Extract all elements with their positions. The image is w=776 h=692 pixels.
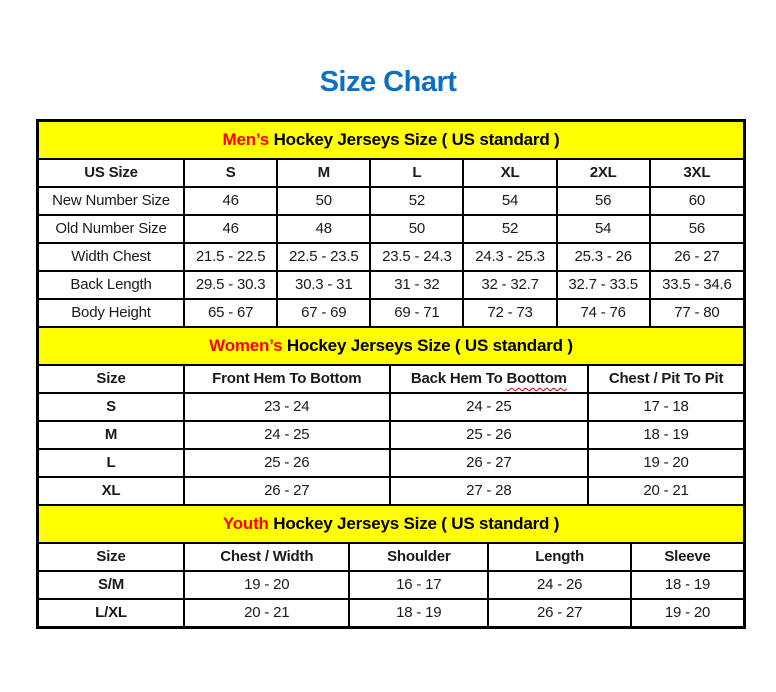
mens-cell: 54 <box>463 187 556 215</box>
table-row <box>39 243 743 271</box>
womens-cell: 19 - 20 <box>588 449 743 477</box>
mens-cell: 29.5 - 30.3 <box>184 271 277 299</box>
womens-cell: 27 - 28 <box>390 477 589 504</box>
mens-col-header: M <box>277 160 370 187</box>
youth-size-table <box>39 544 743 626</box>
youth-cell: 26 - 27 <box>488 599 631 626</box>
womens-section-title: Hockey Jerseys Size ( US standard ) <box>282 336 573 355</box>
womens-cell: 26 - 27 <box>184 477 390 504</box>
mens-cell: 54 <box>557 215 650 243</box>
mens-cell: 24.3 - 25.3 <box>463 243 556 271</box>
mens-section-highlight: Men’s <box>222 130 270 149</box>
youth-col-header: Chest / Width <box>184 544 349 571</box>
womens-cell: 23 - 24 <box>184 393 390 421</box>
back-hem-prefix: Back Hem To <box>410 370 507 387</box>
mens-col-header: XL <box>463 160 556 187</box>
mens-col-header: 2XL <box>557 160 650 187</box>
table-row <box>39 477 743 504</box>
womens-col-header: Size <box>39 366 184 393</box>
youth-col-header: Size <box>39 544 184 571</box>
table-row <box>39 299 743 326</box>
mens-header-row <box>39 160 743 187</box>
table-row <box>39 271 743 299</box>
womens-row-label: XL <box>39 477 184 504</box>
youth-cell: 20 - 21 <box>184 599 349 626</box>
womens-row-label: S <box>39 393 184 421</box>
table-row <box>39 599 743 626</box>
mens-cell: 23.5 - 24.3 <box>370 243 463 271</box>
table-row <box>39 421 743 449</box>
mens-cell: 48 <box>277 215 370 243</box>
mens-row-label: Old Number Size <box>39 215 184 243</box>
youth-cell: 18 - 19 <box>631 571 743 599</box>
back-hem-typo-word: Boottom <box>506 370 567 387</box>
mens-cell: 32.7 - 33.5 <box>557 271 650 299</box>
table-row <box>39 449 743 477</box>
mens-cell: 74 - 76 <box>557 299 650 326</box>
page-title: Size Chart <box>319 66 457 98</box>
mens-row-label: Width Chest <box>39 243 184 271</box>
youth-row-label: S/M <box>39 571 184 599</box>
mens-col-header: S <box>184 160 277 187</box>
womens-cell: 18 - 19 <box>588 421 743 449</box>
mens-cell: 30.3 - 31 <box>277 271 370 299</box>
womens-cell: 17 - 18 <box>588 393 743 421</box>
mens-cell: 33.5 - 34.6 <box>650 271 743 299</box>
mens-cell: 65 - 67 <box>184 299 277 326</box>
youth-col-header: Sleeve <box>631 544 743 571</box>
womens-cell: 24 - 25 <box>390 393 589 421</box>
mens-cell: 56 <box>650 215 743 243</box>
mens-cell: 77 - 80 <box>650 299 743 326</box>
table-row <box>39 215 743 243</box>
womens-col-header: Chest / Pit To Pit <box>588 366 743 393</box>
youth-cell: 24 - 26 <box>488 571 631 599</box>
mens-cell: 25.3 - 26 <box>557 243 650 271</box>
mens-size-table <box>39 160 743 326</box>
mens-cell: 32 - 32.7 <box>463 271 556 299</box>
womens-section-header <box>39 326 743 366</box>
table-row <box>39 393 743 421</box>
womens-cell: 20 - 21 <box>588 477 743 504</box>
womens-cell: 25 - 26 <box>390 421 589 449</box>
mens-row-label: New Number Size <box>39 187 184 215</box>
mens-cell: 56 <box>557 187 650 215</box>
youth-section-title: Hockey Jerseys Size ( US standard ) <box>268 514 560 533</box>
table-row <box>39 571 743 599</box>
mens-cell: 21.5 - 22.5 <box>184 243 277 271</box>
womens-col-header: Front Hem To Bottom <box>184 366 390 393</box>
womens-cell: 24 - 25 <box>184 421 390 449</box>
youth-section-highlight: Youth <box>222 514 269 533</box>
womens-col-header-back-hem <box>390 366 589 393</box>
womens-row-label: M <box>39 421 184 449</box>
mens-section-header <box>39 122 743 160</box>
mens-cell: 69 - 71 <box>370 299 463 326</box>
mens-row-label: Body Height <box>39 299 184 326</box>
mens-cell: 31 - 32 <box>370 271 463 299</box>
mens-col-header: 3XL <box>650 160 743 187</box>
mens-cell: 50 <box>370 215 463 243</box>
mens-cell: 22.5 - 23.5 <box>277 243 370 271</box>
youth-header-row <box>39 544 743 571</box>
womens-cell: 26 - 27 <box>390 449 589 477</box>
mens-cell: 52 <box>463 215 556 243</box>
mens-cell: 46 <box>184 215 277 243</box>
womens-row-label: L <box>39 449 184 477</box>
womens-section-highlight: Women’s <box>209 336 283 355</box>
youth-col-header: Length <box>488 544 631 571</box>
womens-cell: 25 - 26 <box>184 449 390 477</box>
youth-cell: 16 - 17 <box>349 571 488 599</box>
youth-cell: 19 - 20 <box>631 599 743 626</box>
mens-col-header: L <box>370 160 463 187</box>
mens-cell: 67 - 69 <box>277 299 370 326</box>
youth-row-label: L/XL <box>39 599 184 626</box>
mens-cell: 26 - 27 <box>650 243 743 271</box>
mens-col-header: US Size <box>39 160 184 187</box>
mens-row-label: Back Length <box>39 271 184 299</box>
youth-col-header: Shoulder <box>349 544 488 571</box>
youth-cell: 18 - 19 <box>349 599 488 626</box>
womens-header-row <box>39 366 743 393</box>
table-row <box>39 187 743 215</box>
size-chart-container <box>36 119 746 629</box>
mens-cell: 60 <box>650 187 743 215</box>
womens-size-table <box>39 366 743 504</box>
mens-section-title: Hockey Jerseys Size ( US standard ) <box>269 130 560 149</box>
mens-cell: 52 <box>370 187 463 215</box>
mens-cell: 72 - 73 <box>463 299 556 326</box>
mens-cell: 50 <box>277 187 370 215</box>
youth-section-header <box>39 504 743 544</box>
mens-cell: 46 <box>184 187 277 215</box>
youth-cell: 19 - 20 <box>184 571 349 599</box>
